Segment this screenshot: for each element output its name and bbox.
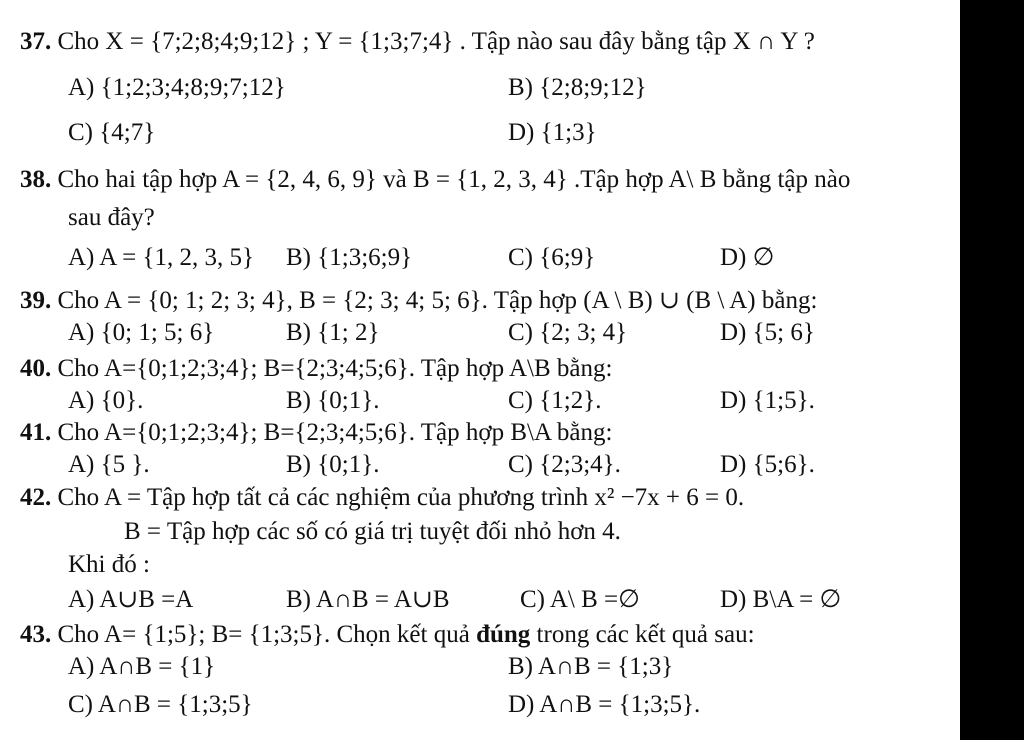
question-text: Cho A= {1;5}; B= {1;3;5}. Chọn kết quả xyxy=(57,621,477,648)
option-b: B) {1; 2} xyxy=(286,319,380,346)
option-b: B) {1;3;6;9} xyxy=(286,244,413,271)
question-text: Cho hai tập hợp A = {2, 4, 6, 9} và B = {1, 2, 3, 4} .Tập hợp A\ B bằng tập nào xyxy=(57,166,851,193)
question-37 xyxy=(20,27,815,57)
question-43 xyxy=(20,620,755,650)
question-42 xyxy=(20,483,744,513)
question-text-continued: Khi đó : xyxy=(68,551,150,578)
option-d: D) {1;3} xyxy=(508,119,597,146)
question-number: 38. xyxy=(20,166,52,193)
option-c: C) {6;9} xyxy=(508,244,596,271)
question-text: Cho A = Tập hợp tất cả các nghiệm của phương trình x² −7x + 6 = 0. xyxy=(57,484,745,511)
option-d: D) B\A = ∅ xyxy=(720,586,842,613)
option-a: A) {0}. xyxy=(68,387,144,414)
question-text-continued: sau đây? xyxy=(68,204,155,231)
question-text-tail: trong các kết quả sau: xyxy=(530,621,755,648)
option-c: C) {2;3;4}. xyxy=(508,451,621,478)
question-text: Cho X = {7;2;8;4;9;12} ; Y = {1;3;7;4} . Tập nào sau đây bằng tập X ∩ Y ? xyxy=(57,28,815,55)
black-side-bar xyxy=(960,0,1024,740)
option-a: A) A∩B = {1} xyxy=(68,653,216,680)
question-number: 43. xyxy=(20,621,52,648)
question-text: Cho A={0;1;2;3;4}; B={2;3;4;5;6}. Tập hợp B\A bằng: xyxy=(57,419,613,446)
option-b: B) A∩B = A∪B xyxy=(286,586,450,613)
question-text: Cho A={0;1;2;3;4}; B={2;3;4;5;6}. Tập hợp A\B bằng: xyxy=(57,355,613,382)
option-c: C) A\ B =∅ xyxy=(520,586,640,613)
option-d: D) ∅ xyxy=(720,244,775,271)
option-a: A) A = {1, 2, 3, 5} xyxy=(68,244,255,271)
question-41 xyxy=(20,418,612,448)
question-40 xyxy=(20,354,612,384)
question-39 xyxy=(20,286,817,316)
option-c: C) {4;7} xyxy=(68,119,156,146)
option-d: D) {5; 6} xyxy=(720,319,815,346)
option-a: A) {5 }. xyxy=(68,451,150,478)
option-d: D) {1;5}. xyxy=(720,387,815,414)
option-b: B) {0;1}. xyxy=(286,451,380,478)
option-b: B) A∩B = {1;3} xyxy=(508,653,674,680)
option-d: D) {5;6}. xyxy=(720,451,815,478)
option-b: B) {2;8;9;12} xyxy=(508,74,647,101)
question-number: 39. xyxy=(20,287,52,314)
option-b: B) {0;1}. xyxy=(286,387,380,414)
question-text-continued: B = Tập hợp các số có giá trị tuyệt đối nhỏ hơn 4. xyxy=(124,518,621,545)
option-c: C) A∩B = {1;3;5} xyxy=(68,691,253,718)
option-a: A) A∪B =A xyxy=(68,586,194,613)
option-d: D) A∩B = {1;3;5}. xyxy=(508,691,701,718)
question-text: Cho A = {0; 1; 2; 3; 4}, B = {2; 3; 4; 5; 6}. Tập hợp (A \ B) ∪ (B \ A) bằng: xyxy=(57,287,818,314)
question-number: 41. xyxy=(20,419,52,446)
option-a: A) {1;2;3;4;8;9;7;12} xyxy=(68,74,286,101)
option-c: C) {1;2}. xyxy=(508,387,602,414)
question-number: 40. xyxy=(20,355,52,382)
option-a: A) {0; 1; 5; 6} xyxy=(68,319,215,346)
question-number: 37. xyxy=(20,28,52,55)
option-c: C) {2; 3; 4} xyxy=(508,319,628,346)
emphasis-word: đúng xyxy=(476,621,531,648)
question-38 xyxy=(20,165,850,195)
question-number: 42. xyxy=(20,484,52,511)
